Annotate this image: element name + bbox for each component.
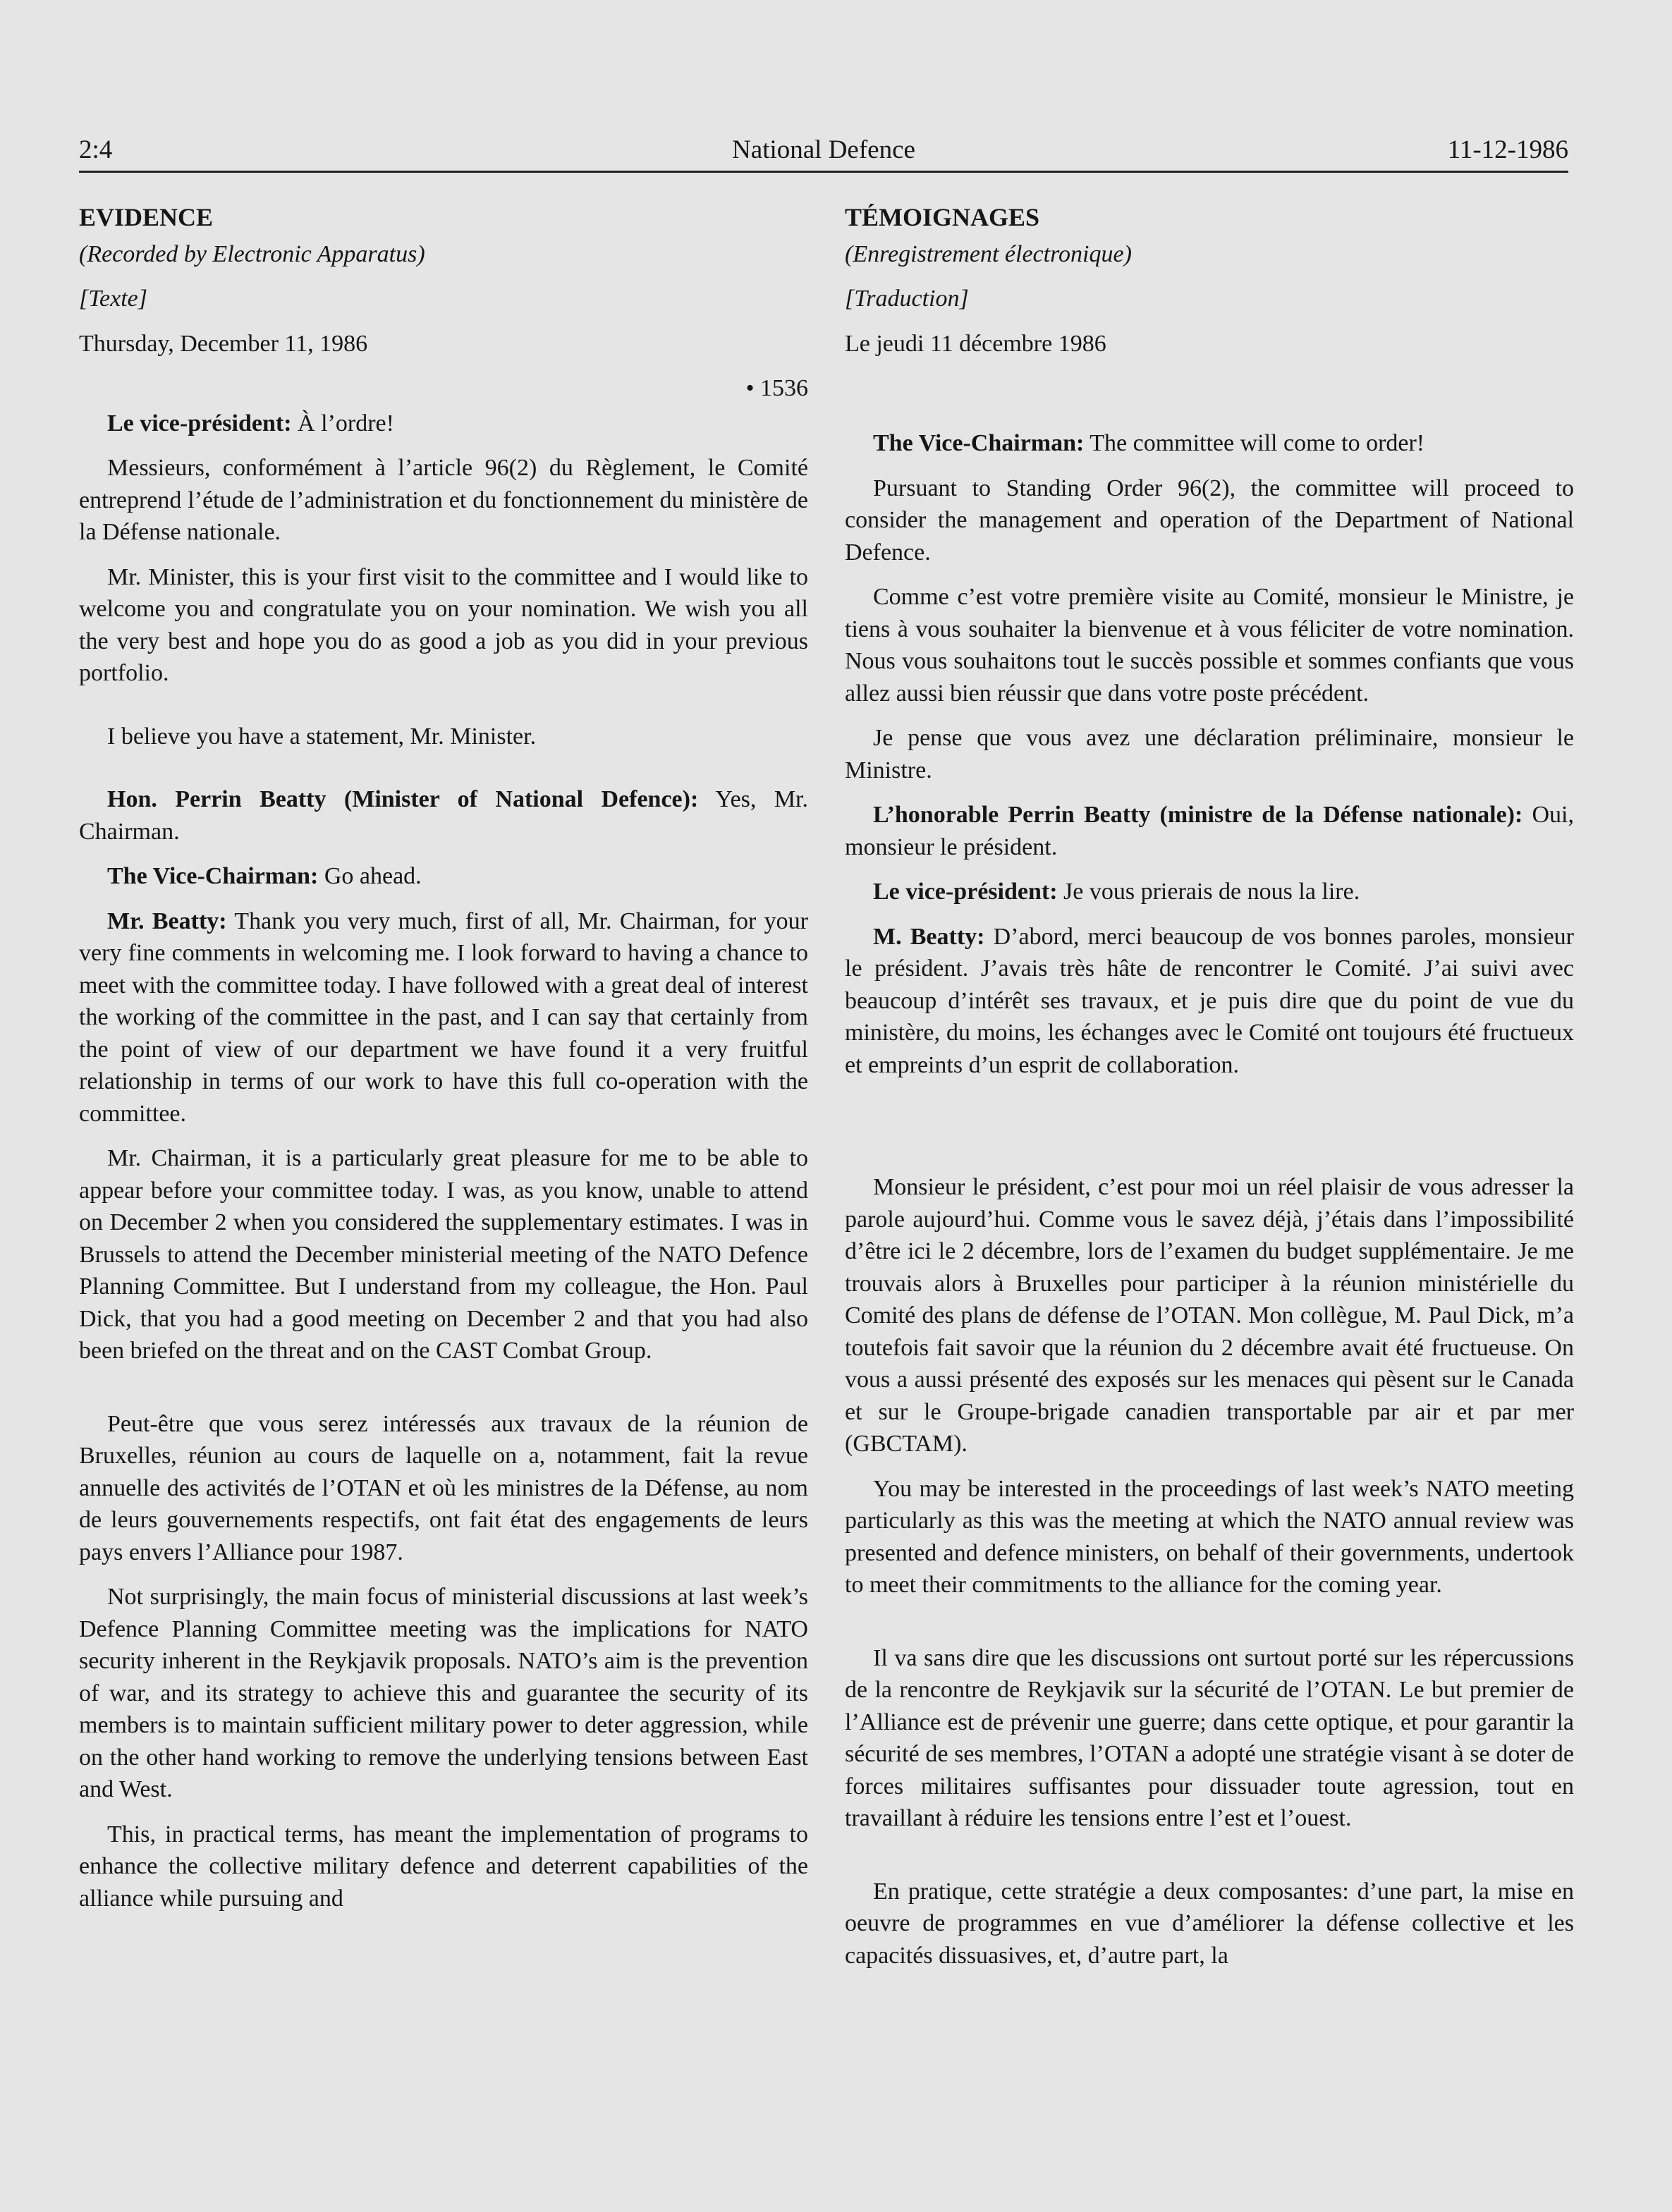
text-tag: [Traduction] [845,286,969,312]
left-column [79,202,808,1927]
paragraph: The Vice-Chairman: The committee will come to order! [873,430,1425,456]
speaker: L’honorable Perrin Beatty (ministre de la Défense nationale): [873,802,1523,828]
page-header [79,133,1568,172]
time-marker: • 1536 [745,375,808,401]
text-tag: [Texte] [79,286,147,312]
paragraph: Je pense que vous avez une déclaration préliminaire, monsieur le Ministre. [845,725,1574,783]
paragraph: The Vice-Chairman: Go ahead. [107,863,422,889]
paragraph: Mr. Beatty: Thank you very much, first of all, Mr. Chairman, for your very fine comments in welcoming me. I look forward to having a chance to meet with the committee today. I have followed with a great deal of interest the working of the committee in the past, and I can say that certainly from the point of view of our department we have found it a very fruitful relationship in terms of our work to have this full co-operation with the committee. [79,908,808,1127]
header-date: 11-12-1986 [1447,135,1568,164]
section-subtitle: (Enregistrement électronique) [845,240,1132,267]
paragraph: Mr. Minister, this is your first visit to the committee and I would like to welcome you and congratulate you on your nomination. We wish you all the very best and hope you do as good a job as you did in your previous portfolio. [79,563,808,686]
paragraph: Le vice-président: À l’ordre! [107,410,394,436]
paragraph: Pursuant to Standing Order 96(2), the committee will proceed to consider the management and operation of the Department of National Defence. [845,475,1574,566]
section-title: TÉMOIGNAGES [845,203,1040,231]
running-title: National Defence [732,135,915,164]
paragraph: En pratique, cette stratégie a deux composantes: d’une part, la mise en oeuvre de programmes en vue d’améliorer la défense collective et les capacités dissuasives, et, d’autre part, la [845,1878,1574,1969]
paragraph: Monsieur le président, c’est pour moi un réel plaisir de vous adresser la parole aujourd’hui. Comme vous le savez déjà, j’étais dans l’impossibilité d’être ici le 2 décembre, lors de l’examen du budget supplémentaire. Je me trouvais alors à Bruxelles pour participer à la réunion ministérielle du Comité des plans de défense de l’OTAN. Mon collègue, M. Paul Dick, m’a toutefois fait savoir que la réunion du 2 décembre avait été fructueuse. On vous a aussi présenté des exposés sur les menaces qui pèsent sur le Canada et sur le Groupe-brigade canadien transportable par air et par mer (GBCTAM). [845,1174,1574,1457]
paragraph: L’honorable Perrin Beatty (ministre de la Défense nationale): Oui, monsieur le président. [845,802,1574,860]
right-column [845,202,1574,1984]
speaker: Le vice-président: [107,410,292,436]
header-rule [79,171,1568,173]
section-subtitle: (Recorded by Electronic Apparatus) [79,240,425,267]
date-line: Le jeudi 11 décembre 1986 [845,330,1106,357]
paragraph: Le vice-président: Je vous prierais de nous la lire. [873,879,1360,905]
speaker: Le vice-président: [873,879,1058,905]
paragraph: Not surprisingly, the main focus of ministerial discussions at last week’s Defence Planning Committee meeting was the implications for NATO security inherent in the Reykjavik proposals. NATO’s aim is the prevention of war, and its strategy to achieve this and guarantee the security of its members is to maintain sufficient military power to deter aggression, while on the other hand working to remove the underlying tensions between East and West. [79,1584,808,1802]
paragraph: Peut-être que vous serez intéressés aux travaux de la réunion de Bruxelles, réunion au cours de laquelle on a, notamment, fait la revue annuelle des activités de l’OTAN et où les ministres de la Défense, au nom de leurs gouvernements respectifs, ont fait état des engagements de leurs pays envers l’Alliance pour 1987. [79,1410,808,1565]
paragraph: M. Beatty: D’abord, merci beaucoup de vos bonnes paroles, monsieur le président. J’avais très hâte de rencontrer le Comité. J’ai suivi avec beaucoup d’intérêt ses travaux, et je puis dire que du point de vue du ministère, du moins, les échanges avec le Comité ont toujours été fructueux et empreints d’un esprit de collaboration. [845,923,1575,1078]
speaker: Hon. Perrin Beatty (Minister of National Defence): [107,786,699,812]
paragraph: I believe you have a statement, Mr. Minister. [107,723,537,750]
speaker: The Vice-Chairman: [107,863,319,889]
date-line: Thursday, December 11, 1986 [79,330,368,357]
paragraph: Comme c’est votre première visite au Comité, monsieur le Ministre, je tiens à vous souhaiter la bienvenue et à vous féliciter de votre nomination. Nous vous souhaitons tout le succès possible et sommes confiants que vous allez aussi bien réussir que dans votre poste précédent. [845,584,1574,707]
paragraph: You may be interested in the proceedings of last week’s NATO meeting particularly as this was the meeting at which the NATO annual review was presented and defence ministers, on behalf of their governments, undertook to meet their commitments to the alliance for the coming year. [845,1475,1574,1598]
speaker: Mr. Beatty: [107,908,227,934]
paragraph: Messieurs, conformément à l’article 96(2) du Règlement, le Comité entreprend l’étude de l’administration et du fonctionnement du ministère de la Défense nationale. [79,455,808,545]
speaker: The Vice-Chairman: [873,430,1085,456]
speaker: M. Beatty: [873,923,985,950]
paragraph: Mr. Chairman, it is a particularly great pleasure for me to be able to appear before your committee today. I was, as you know, unable to attend on December 2 when you considered the supplementary estimates. I was in Brussels to attend the December ministerial meeting of the NATO Defence Planning Committee. But I understand from my colleague, the Hon. Paul Dick, that you had a good meeting on December 2 and that you had also been briefed on the threat and on the CAST Combat Group. [79,1145,808,1364]
section-title: EVIDENCE [79,203,214,231]
paragraph: Hon. Perrin Beatty (Minister of National Defence): Yes, Mr. Chairman. [79,786,808,845]
page-number: 2:4 [79,135,113,164]
paragraph: This, in practical terms, has meant the implementation of programs to enhance the collective military defence and deterrent capabilities of the alliance while pursuing and [79,1821,808,1912]
paragraph: Il va sans dire que les discussions ont surtout porté sur les répercussions de la rencontre de Reykjavik sur la sécurité de l’OTAN. Le but premier de l’Alliance est de prévenir une guerre; dans cette optique, et pour garantir la sécurité de ses membres, l’OTAN a adopté une stratégie visant à se doter de forces militaires suffisantes pour dissuader toute agression, tout en travaillant à réduire les tensions entre l’est et l’ouest. [845,1644,1574,1831]
